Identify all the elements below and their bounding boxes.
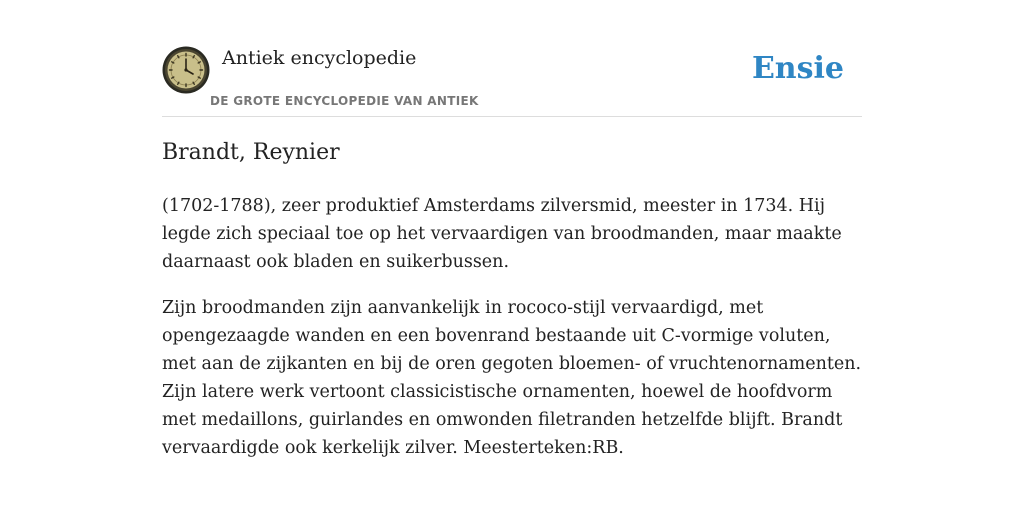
- entry-paragraph: Zijn broodmanden zijn aanvankelijk in rococo-stijl vervaardigd, met opengezaagde wanden en een bovenrand bestaande uit C-vormige voluten, met aan de zijkanten en bij de oren gegoten bloemen- of vruchtenornamenten. Zijn latere werk vertoont classicistische ornamenten, hoewel de hoofdvorm met medaillons, guirlandes en omwonden filetranden hetzelfde blijft. Brandt vervaardigde ook kerkelijk zilver. Meesterteken:RB.: [162, 298, 862, 458]
- site-subtitle: DE GROTE ENCYCLOPEDIE VAN ANTIEK: [210, 94, 479, 108]
- site-title[interactable]: Antiek encyclopedie: [222, 47, 417, 69]
- page-title: Brandt, Reynier: [162, 140, 340, 165]
- antique-clock-icon[interactable]: [162, 46, 210, 94]
- entry-paragraph: (1702-1788), zeer produktief Amsterdams zilversmid, meester in 1734. Hij legde zich speciaal toe op het vervaardigen van broodmanden, maar maakte daarnaast ook bladen en suikerbussen.: [162, 196, 842, 272]
- entry-body: [162, 192, 862, 480]
- site-header: [162, 44, 862, 117]
- ensie-brand-link[interactable]: Ensie: [751, 51, 844, 86]
